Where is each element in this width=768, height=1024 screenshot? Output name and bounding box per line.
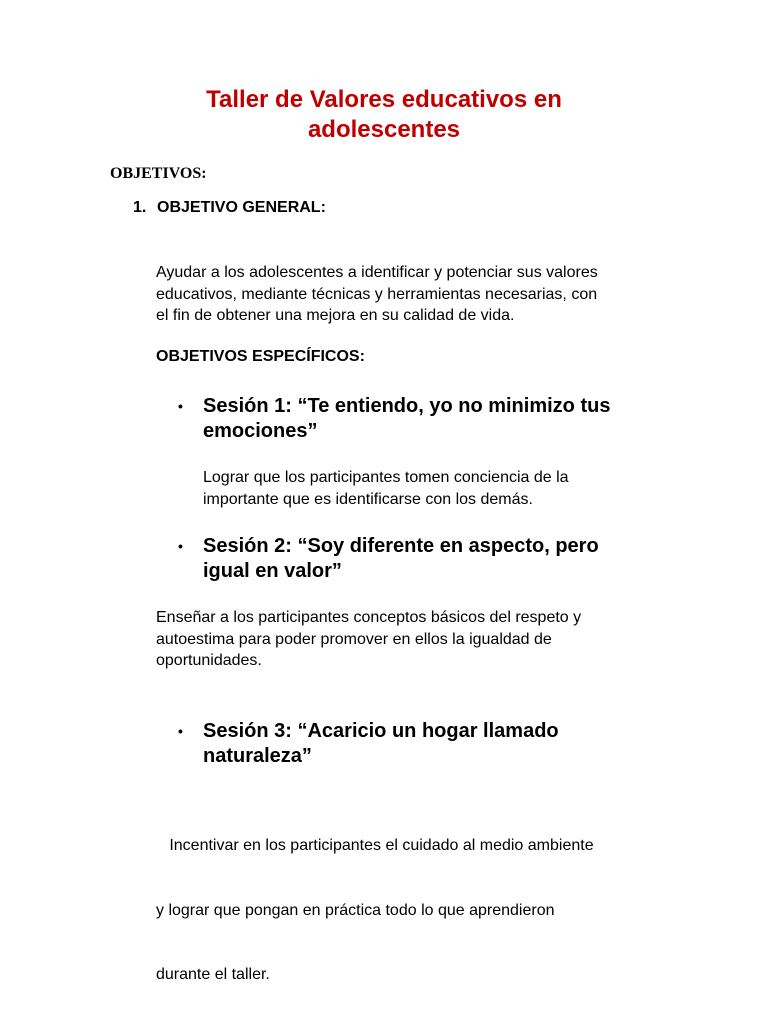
paragraph-line: Enseñar a los participantes conceptos básicos del respeto y (156, 609, 582, 626)
general-objective-label: OBJETIVO GENERAL: (157, 199, 326, 216)
bullet-icon: • (178, 398, 183, 414)
list-number: 1. (133, 199, 147, 216)
session-1-description (203, 467, 569, 510)
paragraph-line: Incentivar en los participantes el cuidado al medio ambiente (156, 837, 594, 854)
document-title (0, 85, 768, 145)
paragraph-line: Lograr que los participantes tomen conciencia de la (203, 469, 569, 486)
bullet-icon: • (178, 538, 183, 554)
bullet-icon: • (178, 723, 183, 739)
session-2-title (178, 534, 599, 584)
paragraph-line: durante el taller. (156, 966, 270, 983)
session-title-line: Sesión 3: “Acaricio un hogar llamado (203, 720, 559, 742)
paragraph-line: importante que es identificarse con los demás. (203, 490, 533, 508)
paragraph-line: educativos, mediante técnicas y herramientas necesarias, con (156, 285, 598, 303)
session-3-title (178, 719, 559, 769)
title-line-2: adolescentes (307, 116, 461, 143)
paragraph-line: Ayudar a los adolescentes a identificar y potenciar sus valores (156, 264, 598, 281)
general-objective-paragraph (156, 262, 598, 327)
objetivos-label: OBJETIVOS: (110, 165, 207, 182)
general-objective-heading (133, 198, 326, 218)
specific-objectives-heading: OBJETIVOS ESPECÍFICOS: (156, 348, 365, 365)
session-title-line: Sesión 2: “Soy diferente en aspecto, pero (203, 535, 599, 557)
session-3-description (156, 792, 594, 1007)
paragraph-line: y lograr que pongan en práctica todo lo que aprendieron (156, 901, 555, 919)
session-2-description (156, 607, 581, 672)
paragraph-line: oportunidades. (156, 652, 262, 669)
paragraph-line: el fin de obtener una mejora en su calidad de vida. (156, 307, 515, 324)
session-title-line: Sesión 1: “Te entiendo, yo no minimizo tus (203, 395, 611, 417)
session-1-title (178, 394, 610, 444)
session-title-line: naturaleza” (203, 745, 312, 767)
title-line-1: Taller de Valores educativos en (206, 86, 562, 113)
session-title-line: emociones” (203, 420, 318, 442)
paragraph-line: autoestima para poder promover en ellos la igualdad de (156, 630, 552, 648)
session-title-line: igual en valor” (203, 560, 342, 582)
